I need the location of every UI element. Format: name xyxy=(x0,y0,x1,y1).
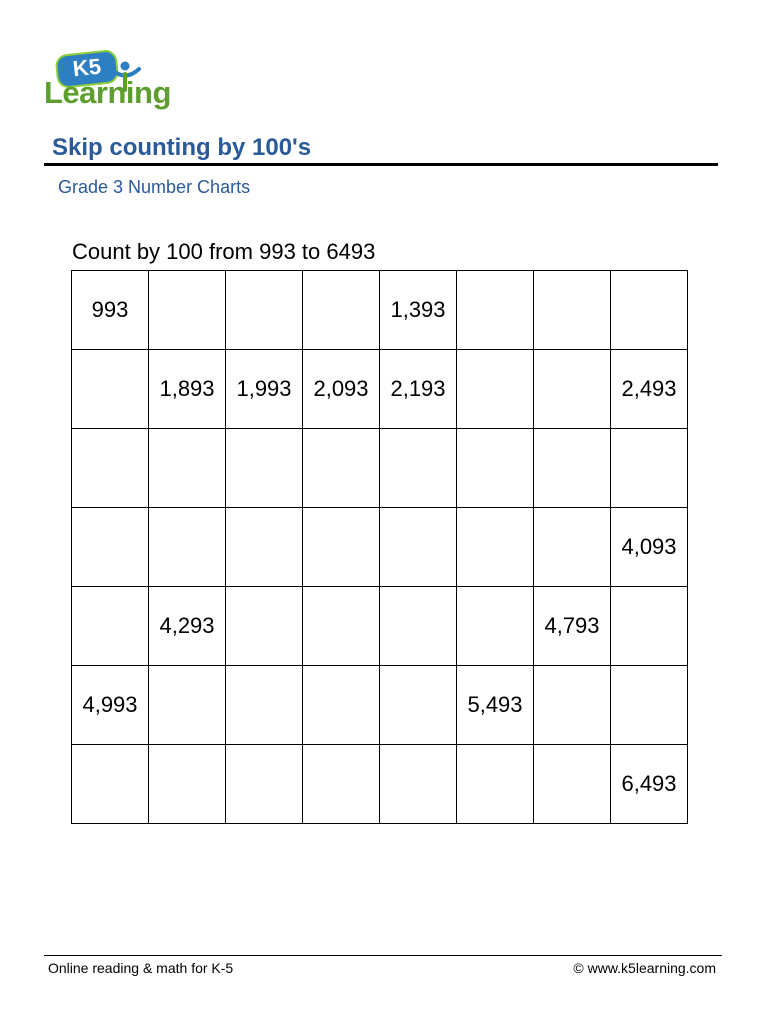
chart-cell: 4,793 xyxy=(534,587,611,666)
chart-cell[interactable] xyxy=(611,271,688,350)
chart-cell[interactable] xyxy=(149,666,226,745)
chart-cell: 6,493 xyxy=(611,745,688,824)
chart-cell[interactable] xyxy=(457,587,534,666)
footer-divider xyxy=(44,955,722,956)
chart-cell: 2,093 xyxy=(303,350,380,429)
number-chart xyxy=(71,270,688,824)
chart-cell[interactable] xyxy=(149,429,226,508)
chart-cell[interactable] xyxy=(149,271,226,350)
title-divider xyxy=(44,163,718,166)
chart-cell[interactable] xyxy=(534,666,611,745)
chart-cell[interactable] xyxy=(72,429,149,508)
chart-cell[interactable] xyxy=(226,666,303,745)
chart-cell[interactable] xyxy=(457,271,534,350)
chart-cell[interactable] xyxy=(149,508,226,587)
chart-cell[interactable] xyxy=(72,587,149,666)
chart-cell[interactable] xyxy=(380,508,457,587)
chart-cell[interactable] xyxy=(72,745,149,824)
chart-cell[interactable] xyxy=(534,429,611,508)
chart-cell[interactable] xyxy=(303,587,380,666)
chart-cell[interactable] xyxy=(611,587,688,666)
page-subtitle: Grade 3 Number Charts xyxy=(58,177,251,197)
chart-cell: 4,993 xyxy=(72,666,149,745)
logo-badge-text: K5 xyxy=(71,53,103,82)
chart-cell: 1,893 xyxy=(149,350,226,429)
chart-cell[interactable] xyxy=(380,429,457,508)
chart-cell[interactable] xyxy=(534,350,611,429)
chart-cell[interactable] xyxy=(149,745,226,824)
logo-wordmark: Learning xyxy=(44,75,171,110)
chart-cell: 993 xyxy=(72,271,149,350)
chart-cell: 4,293 xyxy=(149,587,226,666)
chart-cell[interactable] xyxy=(226,745,303,824)
chart-cell[interactable] xyxy=(380,745,457,824)
chart-cell[interactable] xyxy=(226,429,303,508)
chart-cell[interactable] xyxy=(380,587,457,666)
chart-cell[interactable] xyxy=(303,429,380,508)
page-title: Skip counting by 100's xyxy=(52,134,312,161)
chart-cell[interactable] xyxy=(457,745,534,824)
chart-row xyxy=(72,666,688,745)
footer-tagline: Online reading & math for K-5 xyxy=(48,960,234,976)
chart-cell: 1,993 xyxy=(226,350,303,429)
chart-cell: 4,093 xyxy=(611,508,688,587)
k5-learning-logo xyxy=(44,50,184,112)
chart-cell[interactable] xyxy=(303,745,380,824)
chart-cell[interactable] xyxy=(611,429,688,508)
chart-cell: 2,493 xyxy=(611,350,688,429)
chart-row xyxy=(72,429,688,508)
chart-cell[interactable] xyxy=(534,508,611,587)
chart-cell: 1,393 xyxy=(380,271,457,350)
chart-cell[interactable] xyxy=(226,587,303,666)
chart-row xyxy=(72,350,688,429)
chart-row xyxy=(72,271,688,350)
chart-cell[interactable] xyxy=(226,508,303,587)
chart-cell[interactable] xyxy=(303,271,380,350)
chart-cell[interactable] xyxy=(303,508,380,587)
chart-row xyxy=(72,508,688,587)
chart-cell[interactable] xyxy=(380,666,457,745)
chart-cell[interactable] xyxy=(611,666,688,745)
chart-row xyxy=(72,587,688,666)
chart-cell[interactable] xyxy=(72,508,149,587)
chart-cell: 2,193 xyxy=(380,350,457,429)
footer-website[interactable]: © www.k5learning.com xyxy=(573,960,716,976)
chart-cell[interactable] xyxy=(72,350,149,429)
chart-cell[interactable] xyxy=(534,745,611,824)
chart-cell[interactable] xyxy=(457,508,534,587)
chart-cell[interactable] xyxy=(457,350,534,429)
chart-cell: 5,493 xyxy=(457,666,534,745)
chart-cell[interactable] xyxy=(457,429,534,508)
chart-cell[interactable] xyxy=(534,271,611,350)
chart-cell[interactable] xyxy=(303,666,380,745)
chart-cell[interactable] xyxy=(226,271,303,350)
chart-row xyxy=(72,745,688,824)
worksheet-instruction: Count by 100 from 993 to 6493 xyxy=(72,239,376,264)
